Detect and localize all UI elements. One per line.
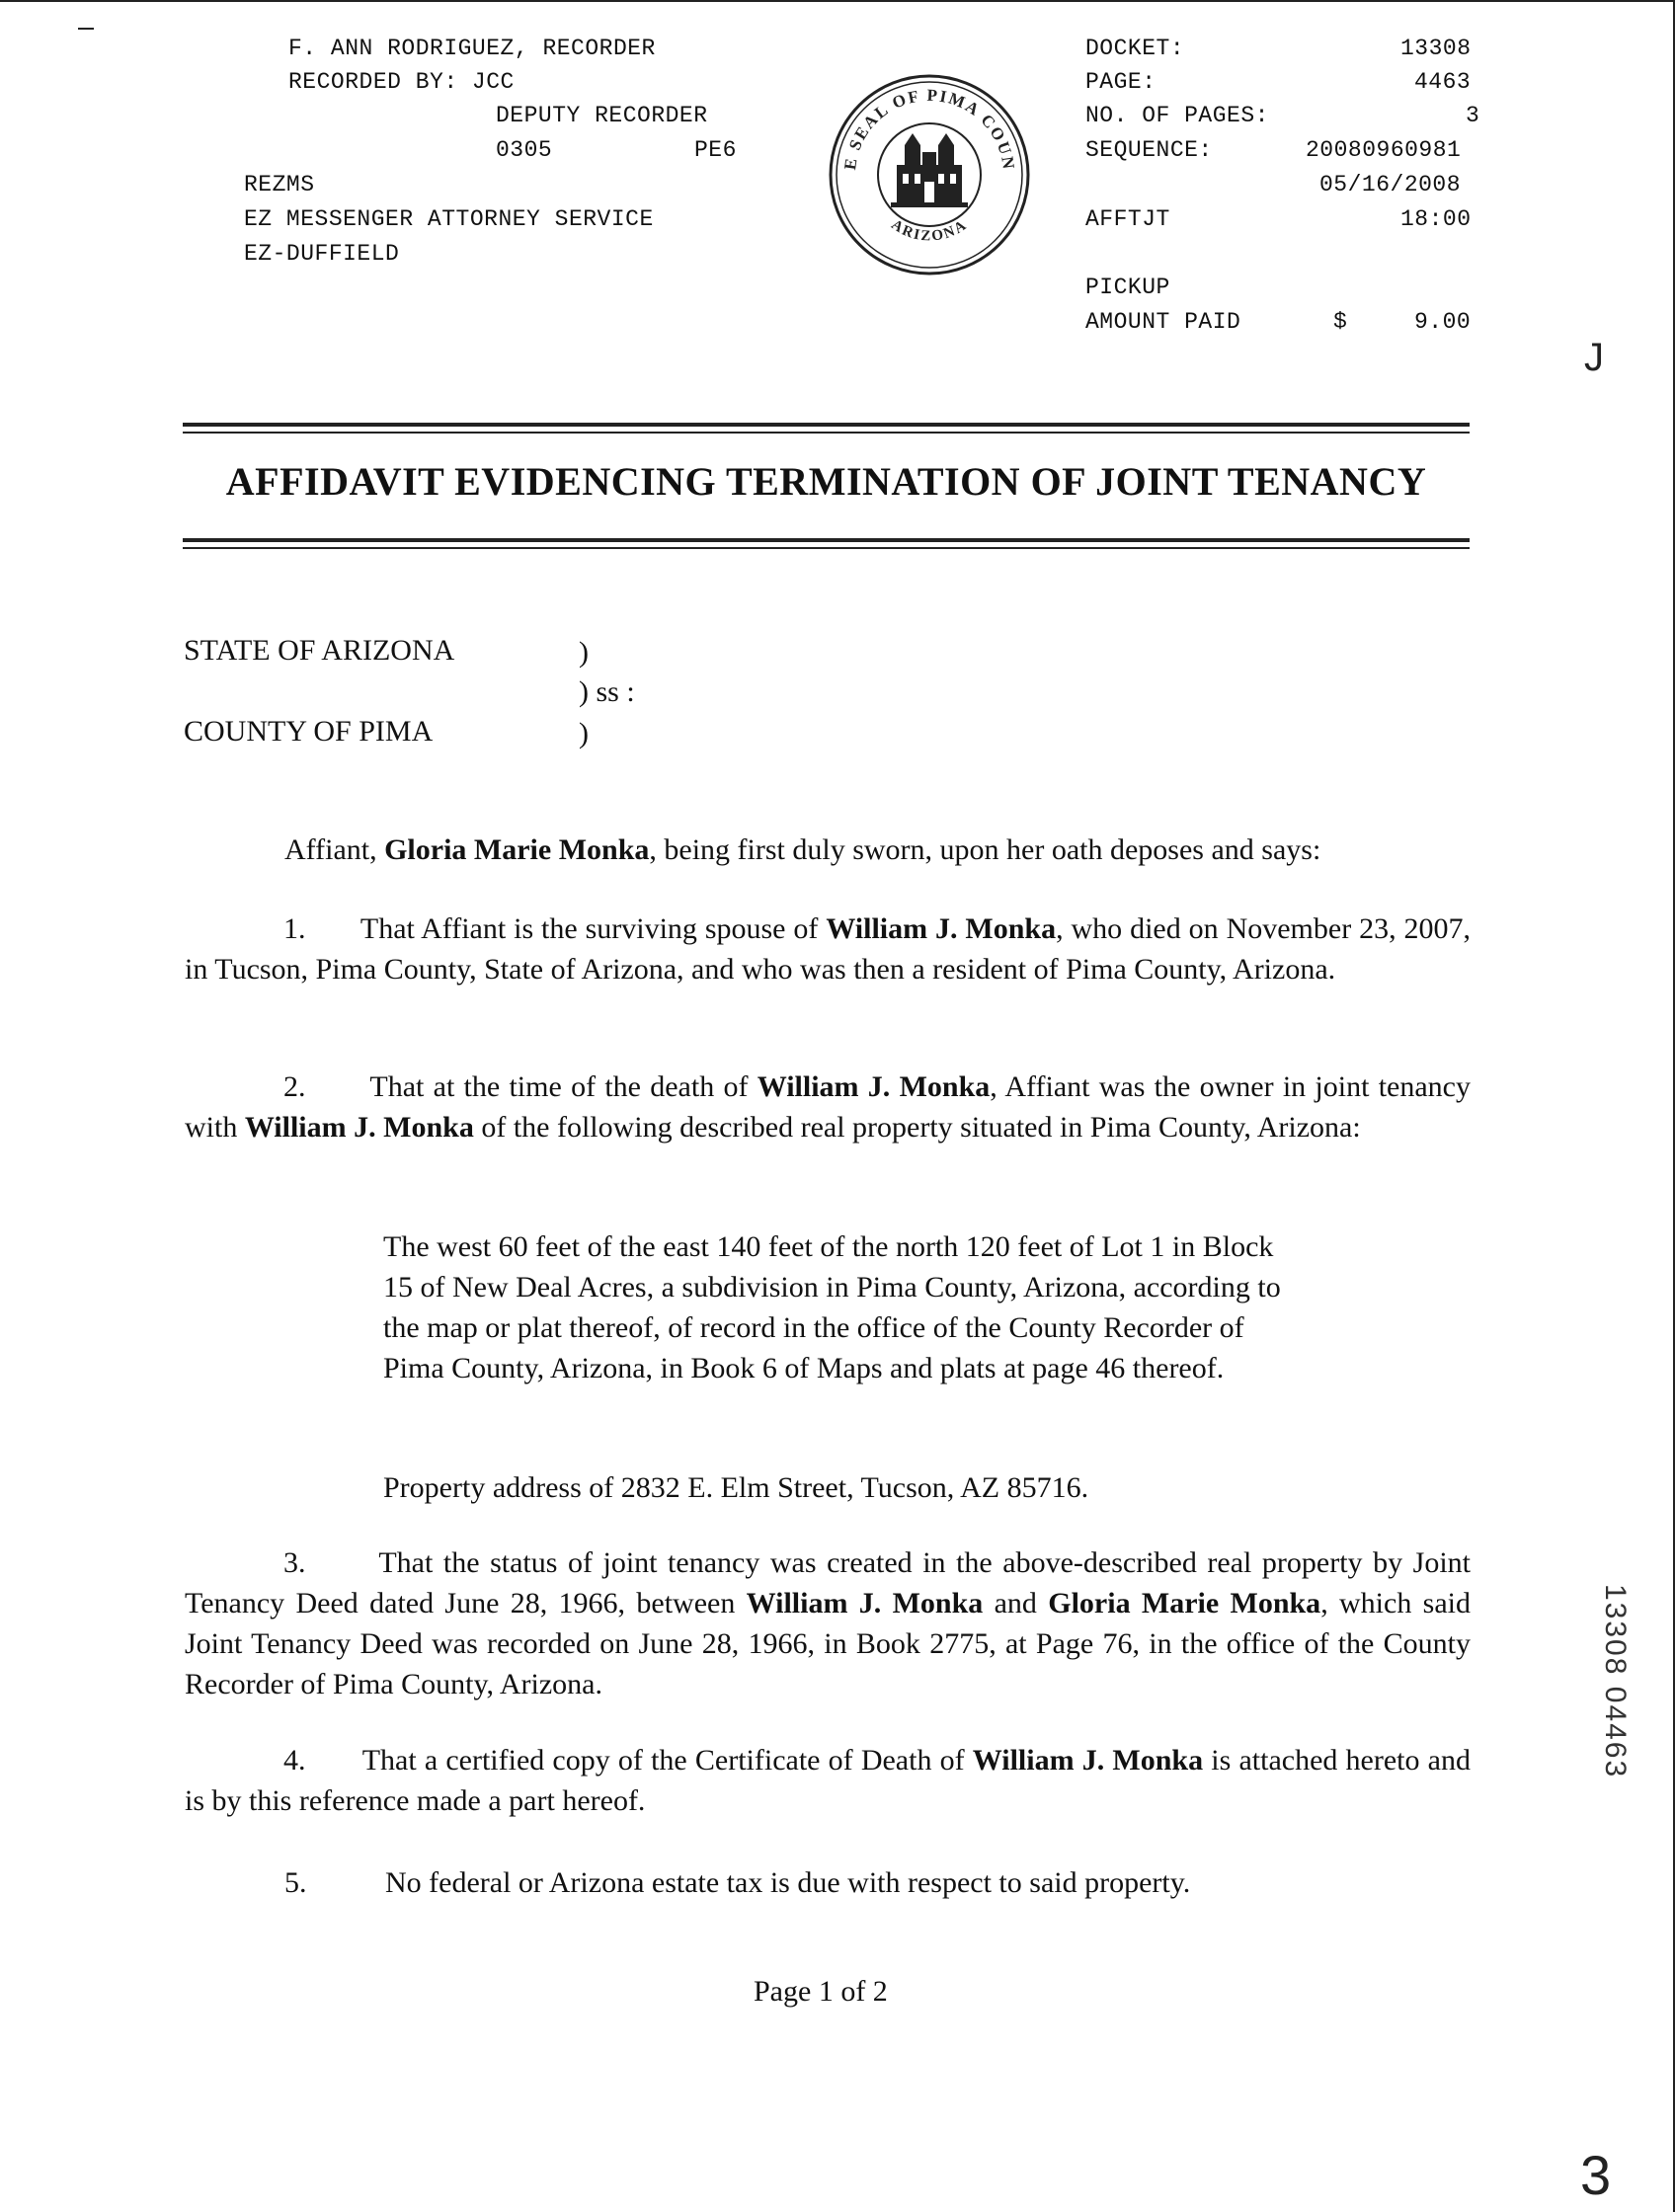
paragraph-2-number: 2. [283,1070,306,1103]
page-border-top [0,0,1675,2]
page-value: 4463 [1414,69,1472,95]
paragraph-4-text-b: is attached hereto and is by this reference made a part hereof. [185,1744,1472,1817]
sequence-label: SEQUENCE: [1085,137,1213,163]
venue-state: STATE OF ARIZONA [184,634,455,667]
decedent-name: William J. Monka [826,912,1057,945]
decedent-name: William J. Monka [757,1070,991,1103]
recorded-date: 05/16/2008 [1319,172,1462,198]
paragraph-4-number: 4. [283,1744,306,1777]
seal-top-text: E SEAL OF PIMA COUN [839,85,1019,173]
messenger-service: EZ MESSENGER ATTORNEY SERVICE [244,206,654,232]
recorded-time: 18:00 [1400,206,1472,232]
document-title: AFFIDAVIT EVIDENCING TERMINATION OF JOINT TENANCY [225,459,1427,504]
paragraph-2 [185,1066,1471,1147]
title-rule-top-1 [183,423,1470,427]
docket-value: 13308 [1400,36,1472,61]
corner-page-number: 3 [1580,2144,1612,2206]
paragraph-1-number: 1. [283,912,306,945]
margin-docket-stamp: 13308 04463 [1599,1584,1632,1779]
amount-paid-value: 9.00 [1414,309,1472,335]
county-seal-icon [826,71,1033,278]
title-rule-bottom-2 [183,547,1470,549]
afftjt-label: AFFTJT [1085,206,1170,232]
sequence-value: 20080960981 [1306,137,1462,163]
svg-text:THE SEAL OF PIMA COUNTY [826,71,1018,172]
affiant-name: Gloria Marie Monka [1048,1587,1321,1620]
paragraph-2-text-a: That at the time of the death of [369,1070,758,1103]
property-address: Property address of 2832 E. Elm Street, Tucson, AZ 85716. [383,1471,1089,1504]
pickup-label: PICKUP [1085,275,1170,300]
decedent-name: William J. Monka [244,1111,474,1144]
no-pages-label: NO. OF PAGES: [1085,103,1269,128]
decedent-name: William J. Monka [972,1744,1204,1777]
margin-mark: J [1584,336,1604,379]
intro-suffix: , being first duly sworn, upon her oath deposes and says: [649,833,1321,866]
svg-text:ARIZONA [888,217,970,245]
corner-dash [78,28,94,30]
amount-paid-label: AMOUNT PAID [1085,309,1241,335]
rezms: REZMS [244,172,315,198]
affiant-name: Gloria Marie Monka [384,833,650,866]
venue-paren-1: ) [579,636,589,669]
intro-prefix: Affiant, [284,833,385,866]
paragraph-2-text-c: of the following described real property situated in Pima County, Arizona: [473,1111,1361,1144]
paragraph-3-text-a: That the status of joint tenancy was created in the above-described real property by Joint Tenancy Deed dated June 28, 1966, between [185,1546,1471,1620]
title-rule-top-2 [183,432,1470,434]
paragraph-3-text-b: and [983,1587,1049,1620]
code-a: 0305 [496,137,553,163]
no-pages-value: 3 [1466,103,1480,128]
decedent-name: William J. Monka [746,1587,984,1620]
page-label: PAGE: [1085,69,1157,95]
venue-paren-ss: ) ss : [579,675,635,708]
paragraph-5-text: No federal or Arizona estate tax is due with respect to said property. [385,1866,1191,1899]
ez-duffield: EZ-DUFFIELD [244,241,400,267]
paragraph-5-number: 5. [284,1866,307,1899]
legal-description: The west 60 feet of the east 140 feet of the north 120 feet of Lot 1 in Block 15 of New Deal Acres, a subdivision in Pima County, Arizona, according to the map or plat thereof, of record in the office of the County Recorder of Pima County, Arizona, in Book 6 of Maps and plats at page 46 thereof. [383,1230,1281,1384]
venue-county: COUNTY OF PIMA [184,715,434,748]
paragraph-3-number: 3. [283,1546,306,1579]
recorder-line: F. ANN RODRIGUEZ, RECORDER [288,36,656,61]
paragraph-3-text-c: , which said Joint Tenancy Deed was recorded on June 28, 1966, in Book 2775, at Page 76, in the office of the County Recorder of Pima County, Arizona. [185,1587,1471,1700]
intro-paragraph [284,830,1470,870]
paragraph-1 [185,908,1471,989]
code-b: PE6 [694,137,737,163]
paragraph-4-text-a: That a certified copy of the Certificate of Death of [361,1744,973,1777]
deputy-recorder: DEPUTY RECORDER [496,103,708,128]
paragraph-3 [185,1542,1471,1704]
title-rule-bottom-1 [183,538,1470,542]
page-footer: Page 1 of 2 [754,1975,888,2008]
paragraph-1-text-b: , who died on November 23, 2007, in Tucson, Pima County, State of Arizona, and who was then a resident of Pima County, Arizona. [185,912,1472,986]
amount-currency: $ [1333,309,1348,335]
seal-bottom-text: ARIZONA [888,216,971,245]
paragraph-4 [185,1740,1471,1821]
docket-label: DOCKET: [1085,36,1185,61]
venue-paren-3: ) [579,717,589,750]
paragraph-2-text-b: , Affiant was the owner in joint tenancy with [185,1070,1471,1144]
paragraph-1-text-a: That Affiant is the surviving spouse of [359,912,827,945]
recorded-by: RECORDED BY: JCC [288,69,515,95]
